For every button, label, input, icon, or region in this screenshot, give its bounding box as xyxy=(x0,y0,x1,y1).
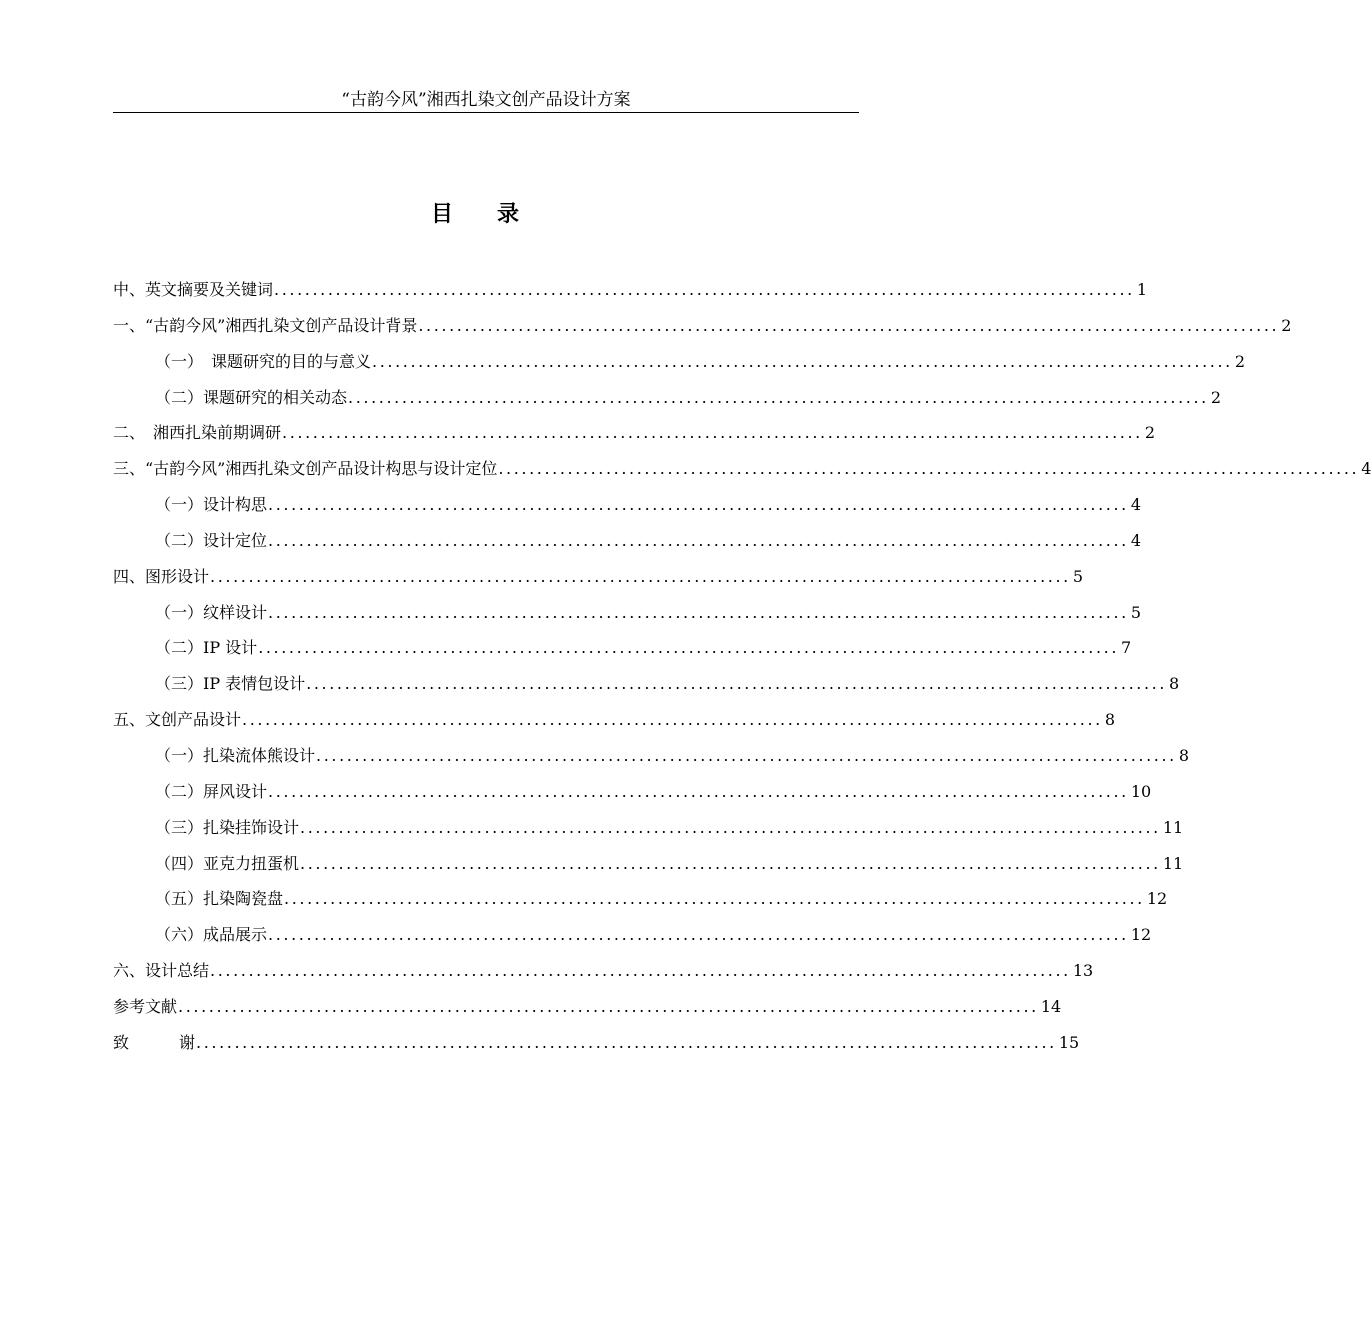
toc-leader-dots: ................................................................................................................ xyxy=(242,710,1103,730)
toc-leader-dots: ................................................................................................................ xyxy=(210,961,1071,981)
toc-entry[interactable] xyxy=(113,313,1292,349)
toc-leader-dots: ................................................................................................................ xyxy=(268,495,1129,515)
toc-entry-label: （一）扎染流体熊设计 xyxy=(155,745,316,765)
toc-leader-dots: ................................................................................................................ xyxy=(300,817,1161,837)
toc-entry-page: 7 xyxy=(1121,638,1132,658)
toc-entry-label: （一） 课题研究的目的与意义 xyxy=(155,351,372,371)
toc-entry[interactable] xyxy=(113,349,1246,385)
toc-entry-page: 5 xyxy=(1130,602,1142,622)
toc-leader-dots: ................................................................................................................ xyxy=(268,781,1129,801)
toc-entry-page: 2 xyxy=(1210,387,1222,407)
toc-leader-dots: ................................................................................................................ xyxy=(258,638,1120,658)
toc-entry-label: 五、文创产品设计 xyxy=(113,710,242,730)
toc-entry-label: （三）扎染挂饰设计 xyxy=(155,817,300,837)
toc-leader-dots: ................................................................................................................ xyxy=(268,602,1129,622)
toc-entry-label: （二）IP 设计 xyxy=(155,638,258,658)
toc-thanks-first: 致 xyxy=(113,1032,130,1052)
toc-entry-label: （一）设计构思 xyxy=(155,495,268,515)
toc-entry-label: 四、图形设计 xyxy=(113,566,210,586)
toc-entry[interactable] xyxy=(113,922,1152,958)
toc-entry-label: 二、 湘西扎染前期调研 xyxy=(113,423,282,443)
toc-entry[interactable] xyxy=(113,635,1132,671)
toc-entry-label xyxy=(113,1030,195,1056)
toc-leader-dots: ................................................................................................................ xyxy=(210,566,1071,586)
toc-entry-page: 4 xyxy=(1361,459,1371,479)
toc-entry-label: 中、英文摘要及关键词 xyxy=(113,280,274,299)
toc-entry-label: 一、“古韵今风”湘西扎染文创产品设计背景 xyxy=(113,315,418,335)
toc-entry[interactable] xyxy=(113,456,1371,492)
toc-leader-dots: ................................................................................................................ xyxy=(418,315,1280,335)
toc-leader-dots: ................................................................................................................ xyxy=(268,925,1129,945)
toc-leader-dots: ................................................................................................................ xyxy=(316,745,1177,765)
toc-entry-label: （二）设计定位 xyxy=(155,530,268,550)
toc-entry[interactable] xyxy=(113,707,1116,743)
toc-entry[interactable] xyxy=(113,564,1084,600)
toc-entry-page: 2 xyxy=(1281,315,1292,335)
toc-entry-page: 8 xyxy=(1104,710,1116,730)
toc-leader-dots: ................................................................................................................ xyxy=(268,530,1129,550)
toc-leader-dots: ................................................................................................................ xyxy=(498,459,1360,479)
toc-entry[interactable] xyxy=(113,958,1094,994)
toc-entry-page: 12 xyxy=(1146,889,1168,909)
toc-entry-page: 14 xyxy=(1040,996,1062,1016)
toc-entry-label: （六）成品展示 xyxy=(155,925,268,945)
toc-entry[interactable] xyxy=(113,492,1142,528)
toc-leader-dots: ................................................................................................................ xyxy=(274,280,1135,299)
toc-entry-label: 三、“古韵今风”湘西扎染文创产品设计构思与设计定位 xyxy=(113,459,498,479)
toc-entry[interactable] xyxy=(113,277,1148,313)
toc-entry-page: 4 xyxy=(1130,530,1142,550)
toc-entry-label: （四）亚克力扭蛋机 xyxy=(155,853,300,873)
toc-entry[interactable] xyxy=(113,671,1180,707)
toc-entry-page: 11 xyxy=(1162,853,1184,873)
toc-leader-dots: ................................................................................................................ xyxy=(348,387,1209,407)
toc-entry[interactable] xyxy=(113,851,1184,887)
toc-entry[interactable] xyxy=(113,743,1190,779)
toc-list xyxy=(113,277,1371,1066)
toc-entry[interactable] xyxy=(113,815,1184,851)
toc-leader-dots: ................................................................................................................ xyxy=(178,996,1039,1016)
toc-entry[interactable] xyxy=(113,994,1062,1030)
toc-entry-thanks[interactable] xyxy=(113,1030,1080,1066)
toc-entry[interactable] xyxy=(113,600,1142,636)
toc-leader-dots: ................................................................................................................ xyxy=(300,853,1161,873)
toc-entry[interactable] xyxy=(113,385,1222,421)
toc-entry[interactable] xyxy=(113,886,1168,922)
toc-entry-page: 2 xyxy=(1144,423,1156,443)
toc-leader-dots: ................................................................................................................ xyxy=(306,674,1168,694)
toc-entry[interactable] xyxy=(113,528,1142,564)
toc-leader-dots: ................................................................................................................ xyxy=(196,1032,1057,1052)
toc-entry[interactable] xyxy=(113,779,1152,815)
toc-title: 目 录 xyxy=(430,201,519,227)
toc-leader-dots: ................................................................................................................ xyxy=(284,889,1145,909)
toc-entry-page: 15 xyxy=(1058,1032,1080,1052)
toc-entry-page: 8 xyxy=(1169,674,1180,694)
toc-entry-label: （三）IP 表情包设计 xyxy=(155,674,306,694)
toc-entry-page: 4 xyxy=(1130,495,1142,515)
header-title: “古韵今风”湘西扎染文创产品设计方案 xyxy=(341,90,631,110)
toc-entry-page: 10 xyxy=(1130,781,1152,801)
toc-entry-label: （五）扎染陶瓷盘 xyxy=(155,889,284,909)
toc-entry-page: 5 xyxy=(1072,566,1084,586)
toc-entry[interactable] xyxy=(113,420,1156,456)
toc-leader-dots: ................................................................................................................ xyxy=(282,423,1143,443)
toc-entry-page: 13 xyxy=(1072,961,1094,981)
toc-leader-dots: ................................................................................................................ xyxy=(372,351,1233,371)
toc-entry-page: 1 xyxy=(1136,280,1148,299)
toc-entry-page: 8 xyxy=(1178,745,1190,765)
toc-entry-page: 2 xyxy=(1234,351,1246,371)
page-header xyxy=(113,88,859,113)
toc-entry-label: （二）课题研究的相关动态 xyxy=(155,387,348,407)
toc-entry-page: 11 xyxy=(1162,817,1184,837)
toc-entry-label: （二）屏风设计 xyxy=(155,781,268,801)
toc-entry-label: 参考文献 xyxy=(113,996,178,1016)
toc-entry-label: （一）纹样设计 xyxy=(155,602,268,622)
toc-entry-page: 12 xyxy=(1130,925,1152,945)
toc-thanks-second: 谢 xyxy=(179,1032,196,1052)
toc-entry-label: 六、设计总结 xyxy=(113,961,210,981)
